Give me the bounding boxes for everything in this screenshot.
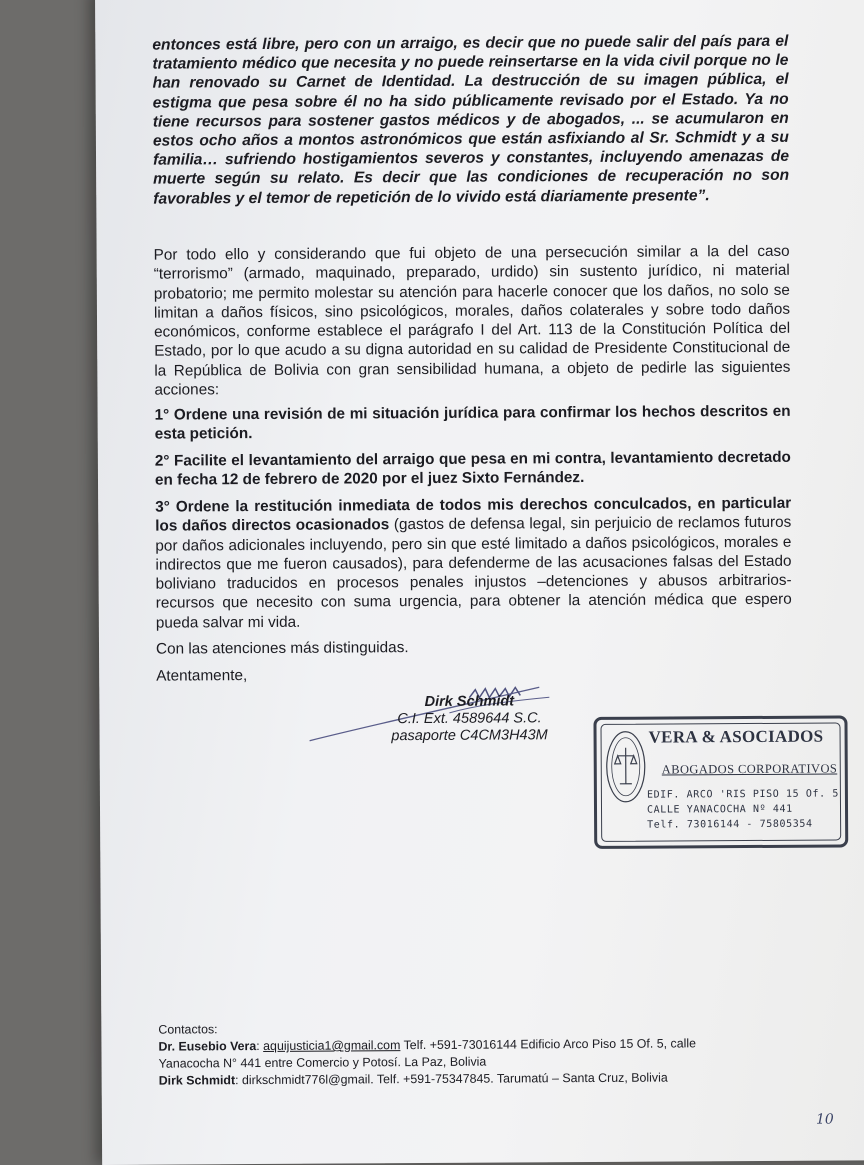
closing-salutation — [156, 636, 792, 659]
signature-block — [369, 693, 569, 745]
contact-vera-details: Telf. +591-73016144 Edificio Arco Piso 15 Of. 5, calle — [403, 1036, 697, 1053]
signer-name: Dirk Schmidt — [424, 693, 515, 710]
contact-schmidt-label: Dirk Schmidt — [158, 1073, 236, 1088]
contact-vera-label: Dr. Eusebio Vera — [158, 1039, 257, 1054]
main-paragraph — [154, 242, 791, 400]
signer-id: C.I. Ext. 4589644 S.C. — [397, 710, 542, 728]
law-firm-stamp — [593, 715, 848, 849]
stamp-subtitle: ABOGADOS CORPORATIVOS — [661, 761, 838, 777]
closing-line-1: Con las atenciones más distinguidas. — [155, 639, 409, 658]
closing-line-2: Atentamente, — [156, 667, 248, 685]
justice-seal-icon — [604, 728, 648, 806]
signer-passport: pasaporte C4CM3H43M — [391, 727, 548, 745]
stamp-phone: Telf. 73016144 - 75805354 — [647, 818, 813, 831]
request-3 — [155, 494, 792, 633]
contact-vera-line-2: Yanacocha N° 441 entre Comercio y Potosí. La Paz, Bolivia — [158, 1054, 487, 1071]
request-3-bold: 3° Ordene la restitución inmediata de todos mis derechos conculcados, en particular los daños directos ocasionados — [155, 494, 792, 535]
quoted-statement — [152, 32, 789, 209]
page-number: 10 — [815, 1111, 834, 1128]
contact-schmidt-details: : dirkschmidt776l@gmail. Telf. +591-75347845. Tarumatú – Santa Cruz, Bolivia — [235, 1070, 668, 1088]
main-paragraph-text: Por todo ello y considerando que fui objeto de una persecución similar a la del caso “terrorismo” (armado, maquinado, preparado, urdido) sin sustento jurídico, ni material probatorio; me permito molestar su atención para hacerle conocer que los daños, no solo se limitan a daños físicos, sino psicológicos, morales, daños colaterales y sobre todo daños económicos, conforme establece el parágrafo I del Art. 113 de la Constitución Política del Estado, por lo que acudo a su digna autoridad en su calidad de Presidente Constitucional de la República de Bolivia con gran sensibilidad humana, a objeto de pedirle las siguientes acciones: — [153, 242, 791, 399]
request-3-rest: (gastos de defensa legal, sin perjuicio de reclamos futuros por daños adicionales incluyendo, pero sin que esté limitado a daños psicológicos, morales e indirectos que me fueron causados), para defenderme de las acusaciones falsas del Estado boliviano traducidos en procesos penales injustos –detenciones y abusos arbitrarios- recursos que necesito con suma urgencia, para obtener la atención médica que espero pueda salvar mi vida. — [155, 514, 792, 632]
request-2 — [155, 448, 791, 490]
request-2-text: 2° Facilite el levantamiento del arraigo que pesa en mi contra, levantamiento decretado en fecha 12 de febrero de 2020 por el juez Sixto Fernández. — [154, 448, 791, 489]
stamp-address-1: EDIF. ARCO 'RIS PISO 15 Of. 5 — [646, 788, 839, 801]
stamp-address-2: CALLE YANACOCHA Nº 441 — [646, 803, 793, 816]
request-1 — [155, 402, 791, 444]
contact-schmidt-line — [159, 1069, 809, 1090]
request-1-text: 1° Ordene una revisión de mi situación jurídica para confirmar los hechos descritos en esta petición. — [154, 402, 791, 443]
contact-vera-email[interactable]: aquijusticia1@gmail.com — [263, 1038, 401, 1053]
contact-vera-line-1: Dr. Eusebio Vera: aquijusticia1@gmail.com Telf. +591-73016144 Edificio Arco Piso 15 Of. 5, calle — [158, 1036, 697, 1054]
request-3-paragraph — [155, 494, 792, 633]
stamp-firm-name: VERA & ASOCIADOS — [648, 726, 824, 747]
document-page — [95, 0, 864, 1165]
contacts-section — [158, 1018, 808, 1090]
contacts-heading: Contactos: — [158, 1022, 218, 1037]
quote-text: entonces está libre, pero con un arraigo, es decir que no puede salir del país para el tratamiento médico que necesita y no puede reinsertarse en la vida civil porque no le han renovado su Carnet de Identidad. La destrucción de su imagen pública, el estigma que pesa sobre él no ha sido públicamente revisado por el Estado. Ya no tiene recursos para sostener gastos médicos y de abogados, ... se acumularon en estos ocho años a montos astronómicos que están asfixiando al Sr. Schmidt y a su familia… sufriendo hostigamientos severos y constantes, incluyendo amenazas de muerte según su relato. Es decir que las condiciones de recuperación no son favorables y el temor de repetición de lo vivido está diariamente presente”. — [152, 32, 790, 208]
